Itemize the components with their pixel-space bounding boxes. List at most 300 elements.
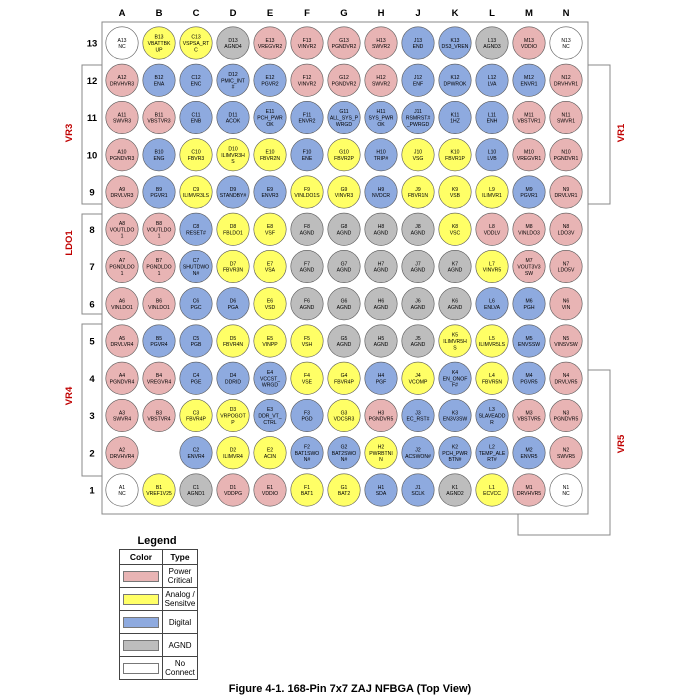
pin-h10[interactable] <box>365 139 397 171</box>
pin-name: 1HZ <box>450 118 460 125</box>
pin-e8[interactable] <box>254 213 286 245</box>
pin-l11[interactable] <box>476 101 508 133</box>
pin-e9[interactable] <box>254 176 286 208</box>
pin-id: F12 <box>302 75 312 82</box>
pin-c12[interactable] <box>180 64 212 96</box>
pin-c9[interactable] <box>180 176 212 208</box>
pin-name: # <box>231 84 235 91</box>
pin-h2[interactable] <box>365 437 397 469</box>
pin-e13[interactable] <box>254 27 286 59</box>
pin-h3[interactable] <box>365 399 397 431</box>
pin-id: H7 <box>377 261 385 268</box>
pin-name: FBVR4P <box>186 416 206 423</box>
pin-e4[interactable] <box>254 362 286 394</box>
row-label: 2 <box>89 448 95 460</box>
pin-a13[interactable] <box>106 27 138 59</box>
pin-name: N# <box>192 270 200 277</box>
pin-n7[interactable] <box>550 250 582 282</box>
pin-name: VBSTVR4 <box>147 416 171 423</box>
pin-a7[interactable] <box>106 250 138 282</box>
pin-id: C9 <box>192 186 200 193</box>
pin-name: AGND2 <box>446 491 464 498</box>
pin-name: SWVR2 <box>371 44 391 51</box>
pin-name: LVA <box>487 81 497 88</box>
pin-b3[interactable] <box>143 399 175 431</box>
pin-name: DRVLVR1 <box>554 193 578 200</box>
pin-g3[interactable] <box>328 399 360 431</box>
pin-n2[interactable] <box>550 437 582 469</box>
pin-g5[interactable] <box>328 325 360 357</box>
pin-g2[interactable] <box>328 437 360 469</box>
pin-n8[interactable] <box>550 213 582 245</box>
pin-id: C6 <box>192 298 200 305</box>
pin-name: ENVR5 <box>520 453 538 460</box>
pin-name: AGND <box>447 304 463 311</box>
pin-a9[interactable] <box>106 176 138 208</box>
pin-l8[interactable] <box>476 213 508 245</box>
pin-l5[interactable] <box>476 325 508 357</box>
pin-id: M3 <box>525 410 533 417</box>
pin-l6[interactable] <box>476 288 508 320</box>
pin-l10[interactable] <box>476 139 508 171</box>
pin-n3[interactable] <box>550 399 582 431</box>
pin-id: B8 <box>155 220 163 227</box>
pin-a4[interactable] <box>106 362 138 394</box>
pin-m5[interactable] <box>513 325 545 357</box>
pin-n12[interactable] <box>550 64 582 96</box>
pin-a2[interactable] <box>106 437 138 469</box>
pin-n11[interactable] <box>550 101 582 133</box>
pin-id: B6 <box>155 298 163 305</box>
pin-n5[interactable] <box>550 325 582 357</box>
column-label: G <box>340 8 348 19</box>
pin-name: OK <box>377 121 385 128</box>
pin-f13[interactable] <box>291 27 323 59</box>
pin-d3[interactable] <box>217 399 249 431</box>
pin-id: C1 <box>192 484 200 491</box>
pin-name: S <box>231 159 235 166</box>
pin-id: G7 <box>340 261 348 268</box>
pin-a6[interactable] <box>106 288 138 320</box>
pin-name: N# <box>303 457 311 464</box>
pin-id: C13 <box>191 34 201 41</box>
pin-g11[interactable] <box>328 101 360 133</box>
pin-d1[interactable] <box>217 474 249 506</box>
pin-k9[interactable] <box>439 176 471 208</box>
pin-id: H10 <box>376 149 386 156</box>
pin-name: PGVR4 <box>150 342 168 349</box>
pin-c7[interactable] <box>180 250 212 282</box>
pin-m4[interactable] <box>513 362 545 394</box>
pin-e5[interactable] <box>254 325 286 357</box>
pin-j13[interactable] <box>402 27 434 59</box>
pin-h9[interactable] <box>365 176 397 208</box>
pin-f4[interactable] <box>291 362 323 394</box>
pin-b1[interactable] <box>143 474 175 506</box>
pin-b8[interactable] <box>143 213 175 245</box>
pin-l4[interactable] <box>476 362 508 394</box>
pin-id: N3 <box>562 410 570 417</box>
pin-j1[interactable] <box>402 474 434 506</box>
pin-k7[interactable] <box>439 250 471 282</box>
pin-b7[interactable] <box>143 250 175 282</box>
legend-header-color: Color <box>120 550 163 565</box>
pin-j7[interactable] <box>402 250 434 282</box>
pin-j2[interactable] <box>402 437 434 469</box>
pin-h7[interactable] <box>365 250 397 282</box>
pin-name: PGNDVR5 <box>368 416 394 423</box>
pin-id: J5 <box>415 335 421 342</box>
pin-n6[interactable] <box>550 288 582 320</box>
pin-name: VSF <box>265 230 275 237</box>
pin-b10[interactable] <box>143 139 175 171</box>
pin-d7[interactable] <box>217 250 249 282</box>
pin-k11[interactable] <box>439 101 471 133</box>
pin-name: VOUT3V3 <box>517 264 541 271</box>
pin-n9[interactable] <box>550 176 582 208</box>
pin-g13[interactable] <box>328 27 360 59</box>
pin-c5[interactable] <box>180 325 212 357</box>
pin-h6[interactable] <box>365 288 397 320</box>
pin-c2[interactable] <box>180 437 212 469</box>
pin-name: ECVCC <box>483 491 501 498</box>
pin-name: BAT2SWO <box>331 450 357 457</box>
column-label: M <box>525 8 533 19</box>
pin-k1[interactable] <box>439 474 471 506</box>
pin-g10[interactable] <box>328 139 360 171</box>
pin-a5[interactable] <box>106 325 138 357</box>
pin-e2[interactable] <box>254 437 286 469</box>
pin-e10[interactable] <box>254 139 286 171</box>
pin-c4[interactable] <box>180 362 212 394</box>
pin-f9[interactable] <box>291 176 323 208</box>
pin-name: VINLDO1 <box>111 304 133 311</box>
pin-name: SWVR3 <box>112 118 132 125</box>
pin-id: M4 <box>525 373 533 380</box>
pin-name: VINVR5 <box>482 267 502 274</box>
pin-k8[interactable] <box>439 213 471 245</box>
pin-name: ENLVA <box>484 304 500 311</box>
pin-c13[interactable] <box>180 27 212 59</box>
pin-g7[interactable] <box>328 250 360 282</box>
pin-name: BTN# <box>448 457 462 464</box>
row-label: 6 <box>89 299 95 311</box>
pin-id: M6 <box>525 298 533 305</box>
pin-name: ACIN <box>263 453 277 460</box>
pin-e11[interactable] <box>254 101 286 133</box>
pin-f3[interactable] <box>291 399 323 431</box>
pin-f1[interactable] <box>291 474 323 506</box>
pin-e7[interactable] <box>254 250 286 282</box>
pin-a8[interactable] <box>106 213 138 245</box>
pin-name: VDCSR3 <box>333 416 355 423</box>
pin-j5[interactable] <box>402 325 434 357</box>
pin-id: M5 <box>525 335 533 342</box>
pin-name: VINVR2 <box>297 81 317 88</box>
pin-c10[interactable] <box>180 139 212 171</box>
pin-b4[interactable] <box>143 362 175 394</box>
pin-d8[interactable] <box>217 213 249 245</box>
pin-m6[interactable] <box>513 288 545 320</box>
pin-id: L11 <box>487 112 497 119</box>
pin-c3[interactable] <box>180 399 212 431</box>
pin-c11[interactable] <box>180 101 212 133</box>
pin-name: VINSVSW <box>554 342 578 349</box>
pin-name: TRIP# <box>373 155 389 162</box>
pin-name: DPWROK <box>443 81 467 88</box>
pin-name: VINLDO1S <box>294 193 320 200</box>
pin-l12[interactable] <box>476 64 508 96</box>
pin-a12[interactable] <box>106 64 138 96</box>
pin-k4[interactable] <box>439 362 471 394</box>
pin-j9[interactable] <box>402 176 434 208</box>
pin-id: K6 <box>451 298 459 305</box>
pin-d9[interactable] <box>217 176 249 208</box>
pin-f8[interactable] <box>291 213 323 245</box>
pin-b12[interactable] <box>143 64 175 96</box>
pin-id: N2 <box>562 447 570 454</box>
pin-name: OK <box>266 121 274 128</box>
pin-id: D1 <box>229 484 237 491</box>
pin-h5[interactable] <box>365 325 397 357</box>
pin-name: TEMP_ALE <box>478 450 506 457</box>
pin-name: R <box>490 419 494 426</box>
pin-id: G5 <box>340 335 348 342</box>
pin-name: VSPSA_RT <box>182 41 210 47</box>
pin-g4[interactable] <box>328 362 360 394</box>
pin-name: PCH_PWR <box>442 450 468 457</box>
pin-name: DDRID <box>224 379 242 386</box>
pin-b13[interactable] <box>143 27 175 59</box>
pin-k10[interactable] <box>439 139 471 171</box>
pin-name: PGVR5 <box>520 379 538 386</box>
pin-id: N10 <box>561 149 571 156</box>
pin-name: FBVR1N <box>407 193 429 200</box>
pin-b9[interactable] <box>143 176 175 208</box>
pin-m7[interactable] <box>513 250 545 282</box>
pin-e6[interactable] <box>254 288 286 320</box>
pin-j10[interactable] <box>402 139 434 171</box>
pin-d5[interactable] <box>217 325 249 357</box>
pin-name: SWVR1 <box>556 118 576 125</box>
pin-name: PCH_PWR <box>257 115 283 122</box>
pin-id: F4 <box>304 373 310 380</box>
pin-name: VREF1V25 <box>146 491 172 498</box>
pin-c8[interactable] <box>180 213 212 245</box>
pin-m12[interactable] <box>513 64 545 96</box>
pin-j6[interactable] <box>402 288 434 320</box>
pin-id: G10 <box>339 149 349 156</box>
pin-a1[interactable] <box>106 474 138 506</box>
pin-id: N13 <box>561 37 571 44</box>
pin-c1[interactable] <box>180 474 212 506</box>
pin-n10[interactable] <box>550 139 582 171</box>
pin-d2[interactable] <box>217 437 249 469</box>
pin-id: H3 <box>377 410 385 417</box>
pin-id: F6 <box>304 298 310 305</box>
pin-k6[interactable] <box>439 288 471 320</box>
pin-k2[interactable] <box>439 437 471 469</box>
pin-e12[interactable] <box>254 64 286 96</box>
pin-id: H6 <box>377 298 385 305</box>
legend-label-digital: Digital <box>163 611 198 634</box>
pin-name: DRVLVR3 <box>110 193 134 200</box>
pin-l13[interactable] <box>476 27 508 59</box>
pin-l2[interactable] <box>476 437 508 469</box>
pin-m10[interactable] <box>513 139 545 171</box>
pin-id: C8 <box>192 224 200 231</box>
pin-k13[interactable] <box>439 27 471 59</box>
pin-h11[interactable] <box>365 101 397 133</box>
pin-name: VREGVR1 <box>516 155 542 162</box>
pin-g12[interactable] <box>328 64 360 96</box>
pin-h4[interactable] <box>365 362 397 394</box>
pin-id: K4 <box>451 369 459 376</box>
pin-j3[interactable] <box>402 399 434 431</box>
pin-g6[interactable] <box>328 288 360 320</box>
pin-h13[interactable] <box>365 27 397 59</box>
pin-id: A10 <box>117 149 127 156</box>
column-label: J <box>415 8 421 19</box>
pin-f7[interactable] <box>291 250 323 282</box>
pin-h12[interactable] <box>365 64 397 96</box>
pin-a3[interactable] <box>106 399 138 431</box>
pin-name: AGND3 <box>483 44 501 51</box>
pin-g9[interactable] <box>328 176 360 208</box>
pin-id: B3 <box>155 410 163 417</box>
pin-j11[interactable] <box>402 101 434 133</box>
pin-f11[interactable] <box>291 101 323 133</box>
pin-name: PGNDVR3 <box>109 155 135 162</box>
pin-name: 1 <box>157 270 161 277</box>
pin-l9[interactable] <box>476 176 508 208</box>
pin-name: FBVR4P <box>334 379 354 386</box>
pin-name: DRVLVR5 <box>554 379 578 386</box>
pin-name: VSH <box>301 342 313 349</box>
pin-c6[interactable] <box>180 288 212 320</box>
pin-m11[interactable] <box>513 101 545 133</box>
pin-id: D7 <box>229 261 237 268</box>
pin-name: SWVR5 <box>556 453 576 460</box>
pin-k12[interactable] <box>439 64 471 96</box>
pin-id: N6 <box>562 298 570 305</box>
pin-name: DS3_VREN <box>441 44 469 51</box>
pin-id: B5 <box>155 335 163 342</box>
pin-id: D13 <box>228 37 238 44</box>
pin-k5[interactable] <box>439 325 471 357</box>
pin-n1[interactable] <box>550 474 582 506</box>
pin-m8[interactable] <box>513 213 545 245</box>
pin-name: PGB <box>190 342 202 349</box>
pin-name: PGNDVR5 <box>553 416 579 423</box>
pin-h8[interactable] <box>365 213 397 245</box>
pin-name: LVB <box>487 155 497 162</box>
pin-m1[interactable] <box>513 474 545 506</box>
pin-j8[interactable] <box>402 213 434 245</box>
pin-id: B7 <box>155 258 163 265</box>
pin-d11[interactable] <box>217 101 249 133</box>
pin-j12[interactable] <box>402 64 434 96</box>
pin-id: L1 <box>489 484 495 491</box>
pin-id: L5 <box>489 335 495 342</box>
pin-f6[interactable] <box>291 288 323 320</box>
pin-id: F8 <box>304 224 310 231</box>
pin-id: L2 <box>489 444 495 451</box>
pin-f10[interactable] <box>291 139 323 171</box>
pin-g1[interactable] <box>328 474 360 506</box>
pin-m13[interactable] <box>513 27 545 59</box>
pin-name: VSG <box>412 155 424 162</box>
pin-id: D10 <box>228 146 238 153</box>
pin-b5[interactable] <box>143 325 175 357</box>
pin-id: M9 <box>525 186 533 193</box>
pin-name: FBVR2N <box>259 155 281 162</box>
pin-l1[interactable] <box>476 474 508 506</box>
pin-f12[interactable] <box>291 64 323 96</box>
pin-id: E7 <box>266 261 274 268</box>
pin-d4[interactable] <box>217 362 249 394</box>
pin-name: BAT2 <box>337 491 351 498</box>
pin-m9[interactable] <box>513 176 545 208</box>
pin-n13[interactable] <box>550 27 582 59</box>
pin-n4[interactable] <box>550 362 582 394</box>
pin-name: PGNDLDO <box>146 264 172 271</box>
pin-id: M11 <box>524 112 534 119</box>
pin-name: FBVR5N <box>481 379 503 386</box>
row-label: 7 <box>89 262 95 273</box>
pin-f5[interactable] <box>291 325 323 357</box>
pin-name: PGD <box>301 416 313 423</box>
pin-m3[interactable] <box>513 399 545 431</box>
pin-name: PGC <box>190 304 202 311</box>
column-label: H <box>377 8 385 19</box>
pin-d10[interactable] <box>217 139 249 171</box>
pin-id: M8 <box>525 224 533 231</box>
pin-name: EN_ONOF <box>442 376 468 383</box>
column-label: K <box>451 8 459 19</box>
pin-a11[interactable] <box>106 101 138 133</box>
pin-e1[interactable] <box>254 474 286 506</box>
pin-id: E3 <box>266 407 274 414</box>
pin-e3[interactable] <box>254 399 286 431</box>
pin-name: SCLK <box>411 491 425 498</box>
pin-m2[interactable] <box>513 437 545 469</box>
pin-name: 1 <box>120 270 124 277</box>
pin-b11[interactable] <box>143 101 175 133</box>
pin-g8[interactable] <box>328 213 360 245</box>
pin-id: G11 <box>339 109 349 116</box>
pin-l7[interactable] <box>476 250 508 282</box>
pin-a10[interactable] <box>106 139 138 171</box>
pin-j4[interactable] <box>402 362 434 394</box>
pin-name: DRVHVR3 <box>109 81 135 88</box>
pin-name: ILIMVR5H <box>443 339 467 345</box>
pin-id: G6 <box>340 298 348 305</box>
pin-k3[interactable] <box>439 399 471 431</box>
pin-l3[interactable] <box>476 399 508 431</box>
pin-b6[interactable] <box>143 288 175 320</box>
pin-d6[interactable] <box>217 288 249 320</box>
pin-name: AGND <box>336 342 352 349</box>
pin-h1[interactable] <box>365 474 397 506</box>
pin-name: WRGD <box>335 121 353 128</box>
pin-id: B1 <box>155 484 163 491</box>
pin-d12[interactable] <box>217 64 249 96</box>
legend-swatch-nc <box>123 663 159 674</box>
pin-f2[interactable] <box>291 437 323 469</box>
pin-id: G8 <box>340 224 348 231</box>
pin-d13[interactable] <box>217 27 249 59</box>
